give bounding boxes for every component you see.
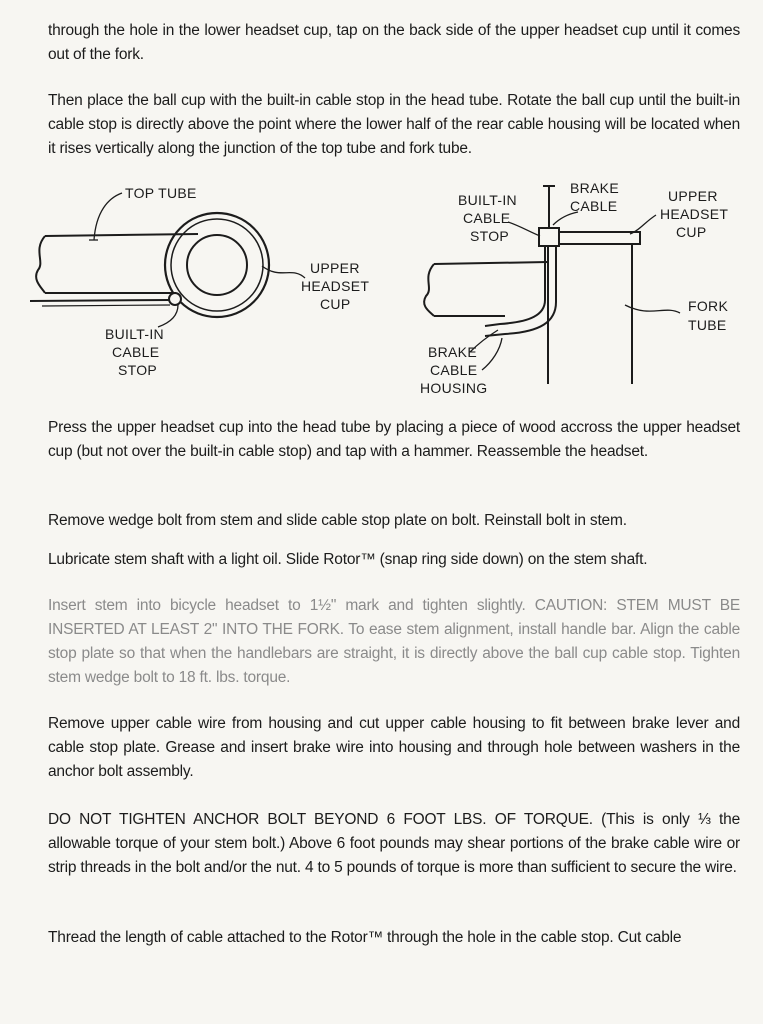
label-upper-3: CUP: [320, 296, 351, 312]
cable-line: [30, 300, 170, 301]
paragraph-2: Then place the ball cup with the built-in cable stop in the head tube. Rotate the ball cup until the built-in cable stop is directly above the point where the lower half of the rear cable housing will be located when it rises vertically along the junction of the top tube and fork tube.: [48, 92, 740, 157]
label-upper-2: HEADSET: [301, 278, 370, 294]
brake-cable-housing-a: [485, 246, 545, 326]
paragraph-1: through the hole in the lower headset cup, tap on the back side of the upper headset cup until it comes out of the fork.: [48, 22, 740, 63]
label-r-stop-2: CABLE: [463, 210, 511, 226]
label-stop-3: STOP: [118, 362, 158, 378]
paragraph-6: Insert stem into bicycle headset to 1½" mark and tighten slightly. CAUTION: STEM MUST BE INSERTED AT LEAST 2" INTO THE FORK. To ease stem alignment, install handle bar. Align the cable stop plate so that when the handlebars are straight, it is directly above the ball cup cable stop. Tighten stem wedge bolt to 18 ft. lbs. torque.: [48, 597, 740, 686]
label-housing-3: HOUSING: [420, 380, 488, 396]
top-tube-leader: [94, 193, 122, 240]
label-top-tube: TOP TUBE: [125, 185, 197, 201]
label-brake-cable-1: BRAKE: [570, 180, 619, 196]
paragraph-9: Thread the length of cable attached to the Rotor™ through the hole in the cable stop. Cut cable: [48, 929, 682, 946]
label-fork-1: FORK: [688, 298, 729, 314]
label-stop-2: CABLE: [112, 344, 160, 360]
cable-stop-leader: [158, 305, 178, 327]
left-diagram: [30, 193, 305, 327]
top-tube-upper: [434, 262, 548, 264]
label-r-upper-2: HEADSET: [660, 206, 729, 222]
top-tube-break-end: [36, 236, 45, 293]
upper-headset-cup-rim: [171, 219, 263, 311]
paragraph-3: Press the upper headset cup into the head tube by placing a piece of wood accross the upper headset cup (but not over the built-in cable stop) and tap with a hammer. Reassemble the headset.: [48, 419, 740, 460]
label-housing-1: BRAKE: [428, 344, 477, 360]
upper-headset-cup-inner: [187, 235, 247, 295]
paragraph-7: Remove upper cable wire from housing and cut upper cable housing to fit between brake lever and cable stop plate. Grease and insert brake wire into housing and through hole between washers in the anchor bolt assembly.: [48, 715, 740, 780]
paragraph-4: Remove wedge bolt from stem and slide cable stop plate on bolt. Reinstall bolt in stem.: [48, 512, 627, 529]
label-r-stop-3: STOP: [470, 228, 510, 244]
label-housing-2: CABLE: [430, 362, 478, 378]
label-r-upper-1: UPPER: [668, 188, 718, 204]
built-in-cable-stop-mark: [169, 293, 181, 305]
label-fork-2: TUBE: [688, 317, 727, 333]
label-r-stop-1: BUILT-IN: [458, 192, 517, 208]
cable-line-2: [42, 305, 170, 306]
built-in-cable-stop-block: [539, 228, 559, 246]
label-brake-cable-2: CABLE: [570, 198, 618, 214]
label-r-upper-3: CUP: [676, 224, 707, 240]
label-upper-1: UPPER: [310, 260, 360, 276]
paragraph-8: DO NOT TIGHTEN ANCHOR BOLT BEYOND 6 FOOT LBS. OF TORQUE. (This is only ⅓ the allowable torque of your stem bolt.) Above 6 foot pounds may shear portions of the brake cable wire or strip threads in the bolt and/or the nut. 4 to 5 pounds of torque is more than sufficient to secure the wire.: [48, 811, 740, 876]
label-stop-1: BUILT-IN: [105, 326, 164, 342]
top-tube-break: [424, 264, 434, 316]
paragraph-5: Lubricate stem shaft with a light oil. Slide Rotor™ (snap ring side down) on the stem shaft.: [48, 551, 648, 568]
